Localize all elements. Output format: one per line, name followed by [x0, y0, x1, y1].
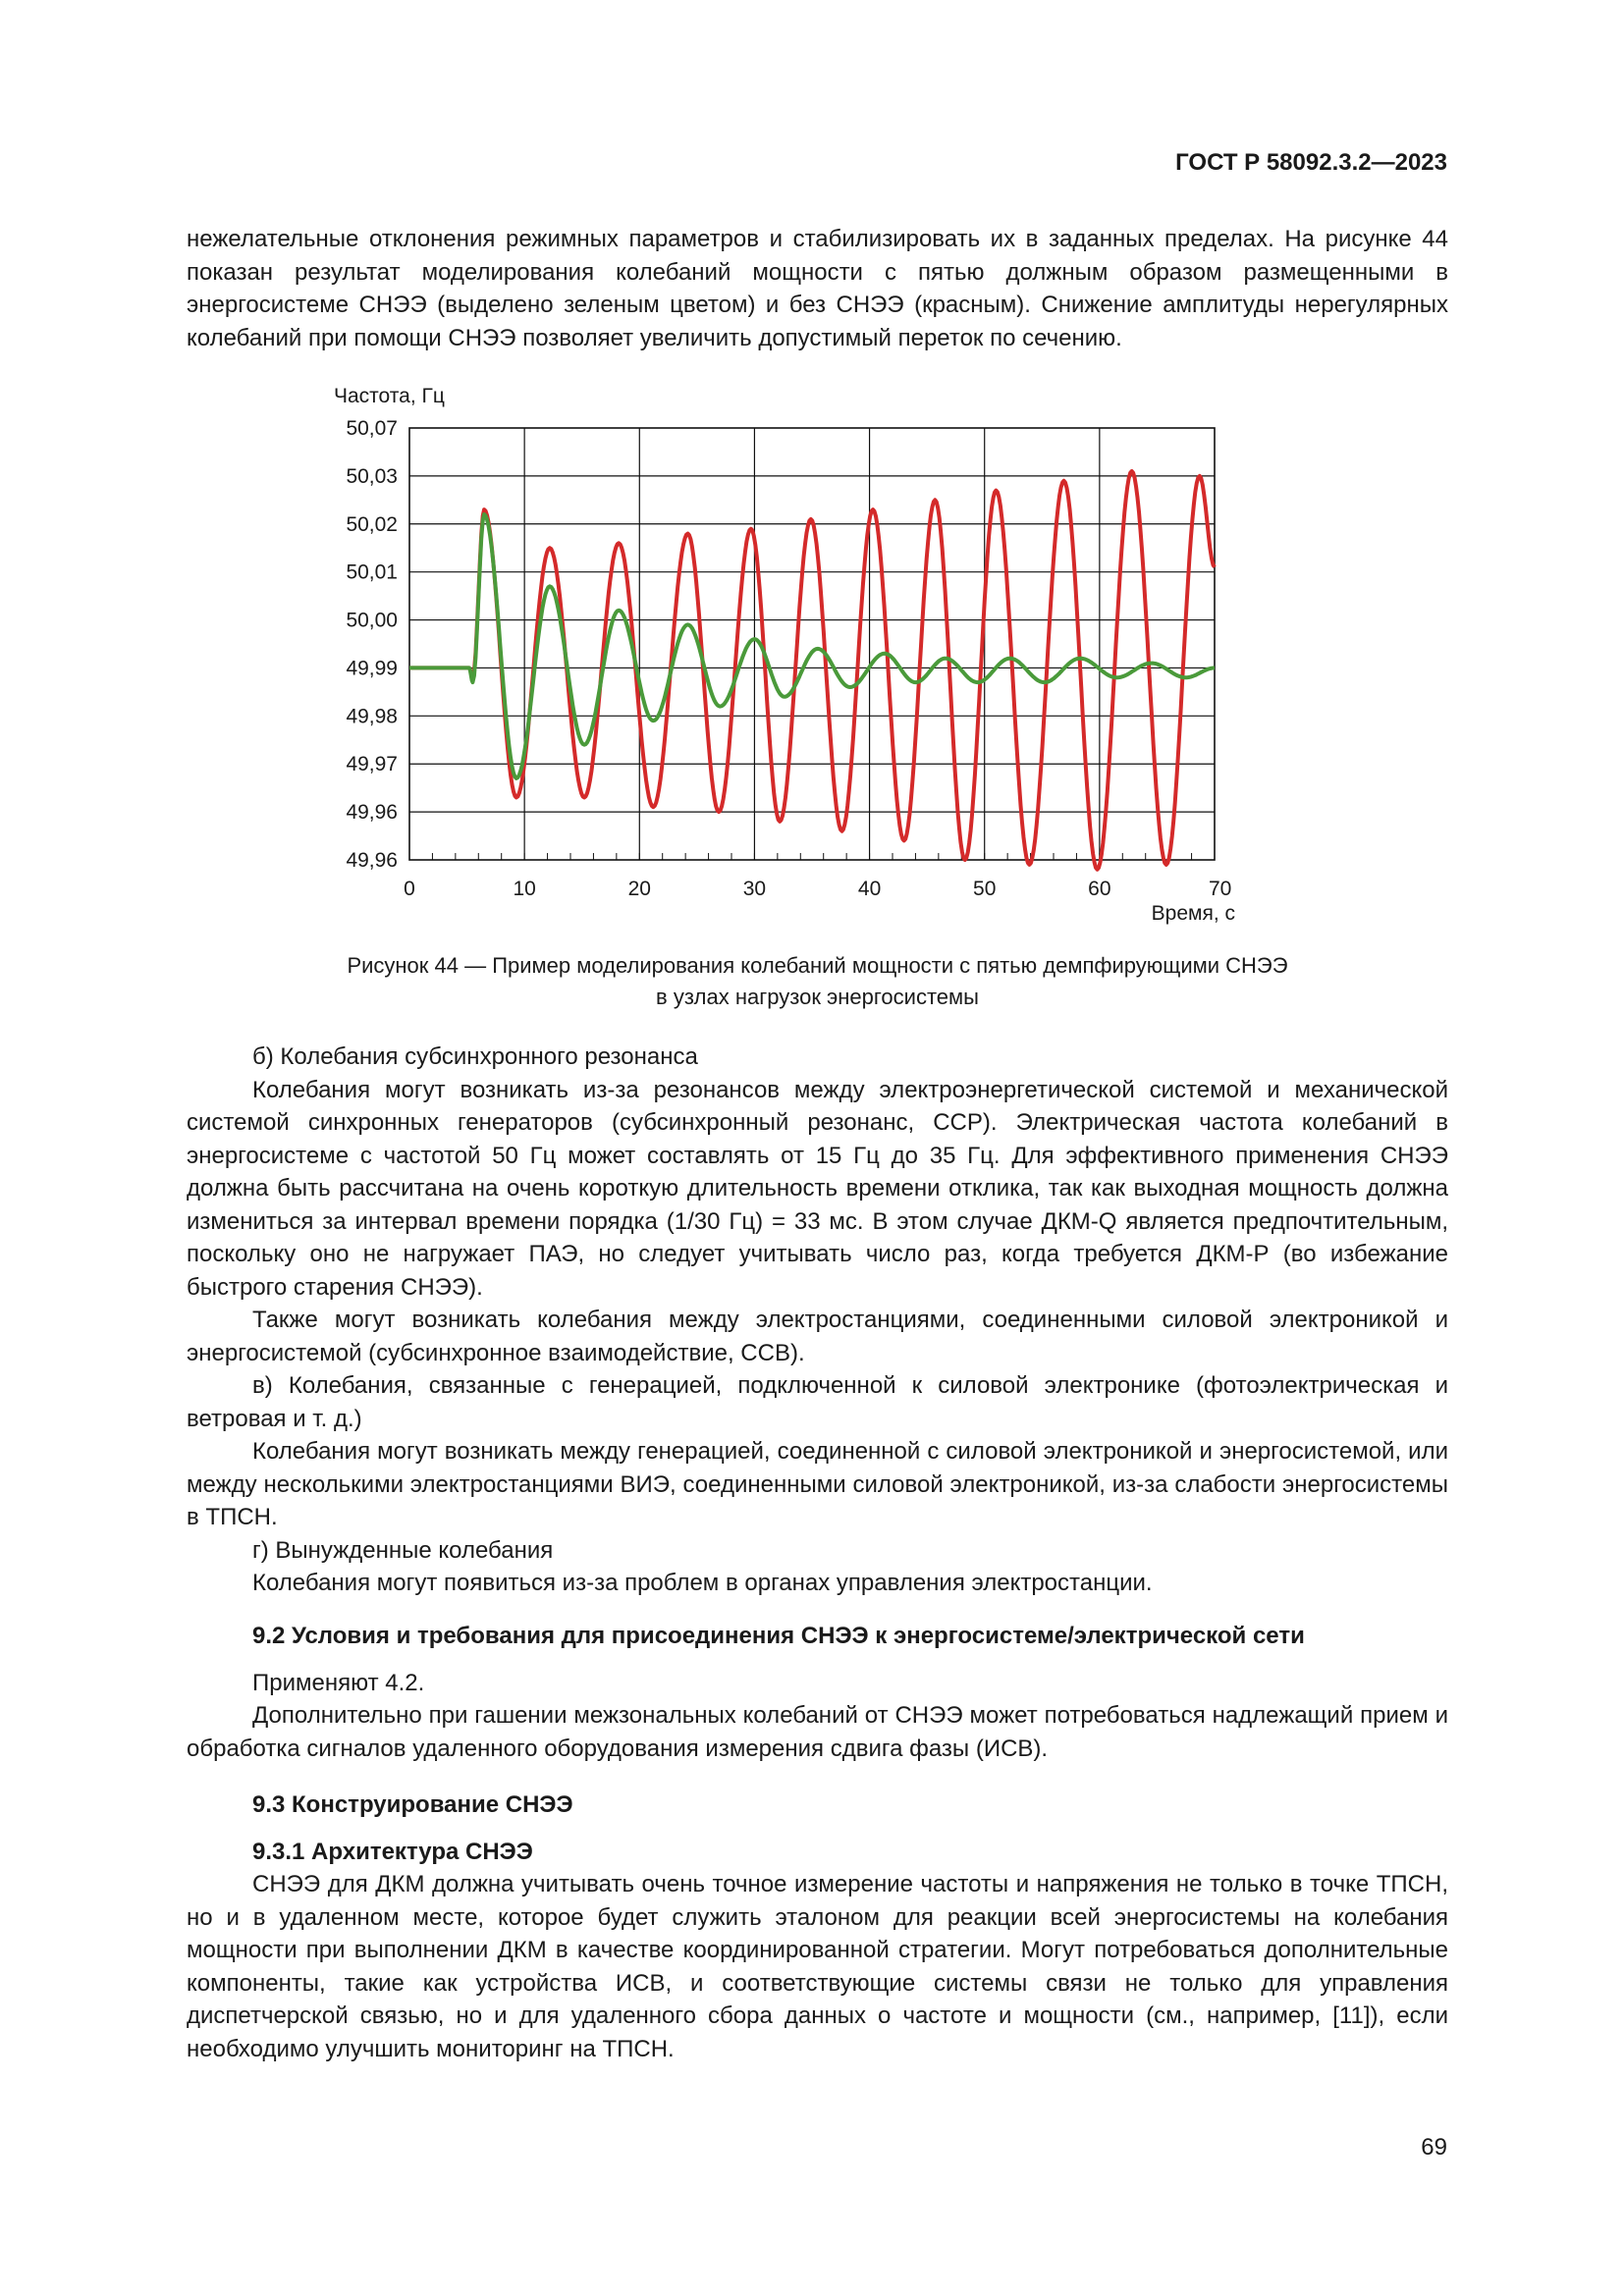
item-d-heading: г) Вынужденные колебания: [252, 1536, 554, 1564]
y-tick-labels: [346, 417, 398, 872]
x-tick-label: 50: [973, 878, 997, 900]
oscillation-types-section: [187, 1041, 1448, 1600]
y-tick-label: 49,97: [346, 753, 398, 776]
section-9-3-1-paragraph: СНЭЭ для ДКМ должна учитывать очень точное измерение частоты и напряжения не только в точке ТПСН, но и в удаленном месте, которое будет служить эталоном для реакции всей энергосистемы на колебания мощности при выполнении ДКМ в качестве координированной стратегии. Могут потребоваться дополнительные компоненты, такие как устройства ИСВ, и соответствующие системы связи не только для управления диспетчерской связью, но и для удаленного сбора данных о частоте и мощности (см., например, [11]), если необходимо улучшить мониторинг на ТПСН.: [187, 1871, 1448, 2062]
caption-line-1: Рисунок 44 — Пример моделирования колебаний мощности с пятью демпфирующими СНЭЭ: [347, 953, 1288, 978]
section-9-2-paragraph-1: Применяют 4.2.: [252, 1669, 425, 1696]
chart-grid: [409, 428, 1215, 860]
y-tick-label: 50,03: [346, 464, 398, 488]
caption-line-2: в узлах нагрузок энергосистемы: [656, 985, 979, 1009]
y-tick-label: 50,01: [346, 561, 398, 584]
series-line-with-snee: [409, 514, 1215, 778]
intro-paragraph: нежелательные отклонения режимных параметров и стабилизировать их в заданных пределах. На рисунке 44 показан результат моделирования колебаний мощности с пятью должным образом размещенными в энергосистеме СНЭЭ (выделено зеленым цветом) и без СНЭЭ (красным). Снижение амплитуды нерегулярных колебаний при помощи СНЭЭ позволяет увеличить допустимый переток по сечению.: [187, 226, 1448, 351]
y-tick-label: 50,02: [346, 512, 398, 536]
frequency-chart: [314, 381, 1247, 931]
x-tick-label: 60: [1088, 878, 1111, 900]
item-d-paragraph: Колебания могут появиться из-за проблем в органах управления электростанции.: [252, 1570, 1153, 1596]
plot-frame: [409, 428, 1215, 860]
section-9-2-paragraph-2: Дополнительно при гашении межзональных колебаний от СНЭЭ может потребоваться надлежащий прием и обработка сигналов удаленного оборудования измерения сдвига фазы (ИСВ).: [187, 1702, 1448, 1762]
figure-caption: [187, 950, 1448, 1013]
item-c-paragraph: Колебания могут возникать между генерацией, соединенной с силовой электроникой и энергосистемой, или между несколькими электростанциями ВИЭ, соединенными силовой электроникой, из-за слабости энергосистемы в ТПСН.: [187, 1438, 1448, 1530]
page-number: 69: [1421, 2134, 1447, 2161]
y-tick-label: 49,98: [346, 705, 398, 728]
y-axis-label: Частота, Гц: [334, 385, 445, 407]
y-tick-label: 50,00: [346, 609, 398, 632]
x-tick-labels: [404, 878, 1231, 900]
series-line-without-snee: [409, 471, 1215, 870]
document-header: ГОСТ Р 58092.3.2—2023: [1175, 149, 1447, 176]
item-b-paragraph-2: Также могут возникать колебания между электростанциями, соединенными силовой электроникой и энергосистемой (субсинхронное взаимодействие, ССВ).: [187, 1307, 1448, 1366]
section-9-3: [187, 1789, 1448, 2065]
section-9-2: [187, 1620, 1448, 1765]
y-tick-label: 50,07: [346, 417, 398, 440]
y-tick-label: 49,96: [346, 849, 398, 872]
x-tick-label: 30: [742, 878, 767, 900]
x-tick-label: 0: [404, 878, 415, 900]
x-tick-label: 70: [1209, 878, 1232, 900]
item-c-heading: в) Колебания, связанные с генерацией, подключенной к силовой электронике (фотоэлектрическая и ветровая и т. д.): [187, 1372, 1448, 1432]
y-tick-label: 49,99: [346, 657, 398, 680]
x-tick-label: 40: [857, 878, 882, 900]
section-9-2-heading: 9.2 Условия и требования для присоединения СНЭЭ к энергосистеме/электрической сети: [252, 1623, 1305, 1649]
section-9-3-1-heading: 9.3.1 Архитектура СНЭЭ: [252, 1838, 533, 1865]
y-tick-label: 49,96: [346, 801, 398, 825]
item-b-paragraph-1: Колебания могут возникать из-за резонансов между электроэнергетической системой и механической системой синхронных генераторов (субсинхронный резонанс, ССР). Электрическая частота колебаний в энергосистеме с частотой 50 Гц может составлять от 15 Гц до 35 Гц. Для эффективного применения СНЭЭ должна быть рассчитана на очень короткую длительность времени отклика, так как выходная мощность должна измениться за интервал времени порядка (1/30 Гц) = 33 мс. В этом случае ДКМ-Q является предпочтительным, поскольку оно не нагружает ПАЭ, но следует учитывать число раз, когда требуется ДКМ-Р (во избежание быстрого старения СНЭЭ).: [187, 1076, 1448, 1301]
section-9-3-heading: 9.3 Конструирование СНЭЭ: [252, 1791, 573, 1818]
chart-series: [409, 471, 1215, 870]
intro-section: [187, 223, 1448, 354]
item-b-heading: б) Колебания субсинхронного резонанса: [252, 1043, 698, 1070]
x-tick-label: 20: [627, 878, 651, 900]
x-axis-label: Время, с: [1151, 902, 1235, 925]
x-tick-label: 10: [513, 878, 536, 900]
